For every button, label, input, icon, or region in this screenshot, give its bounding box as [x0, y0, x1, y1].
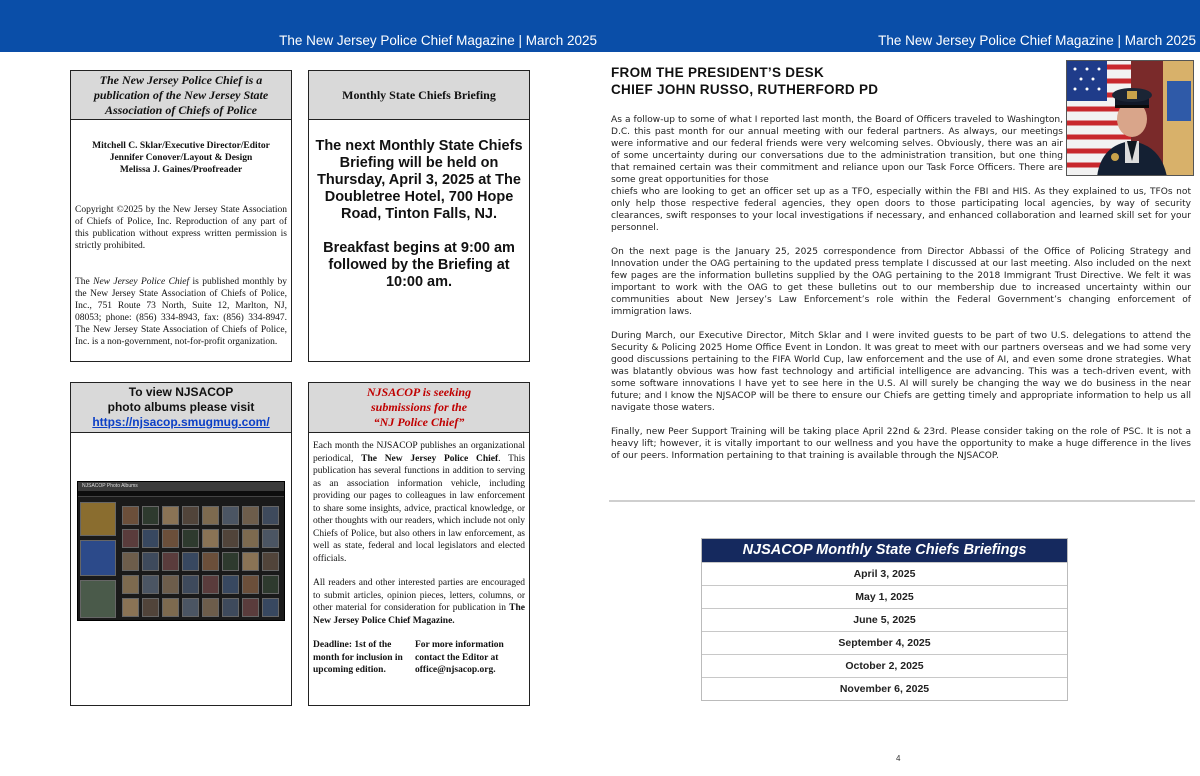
briefing-announcement — [309, 120, 529, 291]
album-thumbnail — [262, 552, 279, 571]
photo-albums-screenshot — [77, 481, 285, 621]
schedule-row: October 2, 2025 — [702, 654, 1067, 677]
header-title-left: The New Jersey Police Chief Magazine | March 2025 — [279, 33, 597, 48]
schedule-row: May 1, 2025 — [702, 585, 1067, 608]
album-thumbnail — [142, 506, 159, 525]
article-body — [611, 114, 1191, 474]
album-thumbnail — [222, 598, 239, 617]
header-title-right: The New Jersey Police Chief Magazine | March 2025 — [878, 33, 1196, 48]
album-thumbnail — [162, 529, 179, 548]
submissions-box — [308, 382, 530, 706]
briefing-location-text: The next Monthly State Chiefs Briefing will be held on Thursday, April 3, 2025 at The Doubletree Hotel, 700 Hope Road, Tinton Falls, NJ. — [315, 138, 523, 222]
album-thumbnail — [222, 552, 239, 571]
album-thumbnail — [162, 575, 179, 594]
album-thumbnail — [262, 575, 279, 594]
briefing-time-text: Breakfast begins at 9:00 am followed by the Briefing at 10:00 am. — [323, 240, 515, 290]
briefing-schedule-table — [701, 538, 1068, 701]
album-thumbnail — [242, 575, 259, 594]
album-thumbnail — [122, 529, 139, 548]
submissions-paragraph-2: All readers and other interested parties are encouraged to submit articles, opinion pieces, letters, columns, or other material for consideration for publication in The New Jersey Police Chief Magazine. — [313, 578, 525, 626]
album-thumbnail — [202, 575, 219, 594]
album-screenshot-title: NJSACOP Photo Albums — [82, 483, 138, 489]
staff-editor: Mitchell C. Sklar/Executive Director/Editor — [92, 141, 270, 151]
publisher-info: The New Jersey Police Chief is published monthly by the New Jersey State Association of Chiefs of Police, Inc., 751 Route 73 North, Suite 12, Marlton, NJ, 08053; phone: (856) 334-8943, fax: (856) 334-8947. The New Jersey State Association of Chiefs of Police, Inc. is a non-government, not-for-profit organization. — [75, 277, 288, 347]
album-thumbnail-grid — [80, 502, 284, 619]
staff-proofreader: Melissa J. Gaines/Proofreader — [119, 165, 243, 175]
album-thumbnail — [142, 575, 159, 594]
staff-layout: Jennifer Conover/Layout & Design — [109, 153, 253, 163]
album-thumbnail — [202, 506, 219, 525]
article-paragraph-3: During March, our Executive Director, Mitch Sklar and I were invited guests to be part of two U.S. delegations to attend the Security & Policing 2025 Home Office Event in London. It was great to meet with our partners overseas and we had some very good discussions pertaining to the FIFA World Cup, law enforcement and the use of AI, and even some drone strategies. What was blatantly obvious was how fast technology and artificial intelligence are advancing. This was a tech-driven event, with some software innovations I have yet to see here in the U.S. AI will surely be changing the way we do business in the near future; and I know the NJSACOP will be there to ensure our Chiefs are getting timely and appropriate information to help us all navigate those waters. — [611, 331, 1191, 413]
album-thumbnail — [162, 598, 179, 617]
album-thumbnail — [182, 506, 199, 525]
album-thumbnail — [222, 575, 239, 594]
album-thumbnail — [182, 575, 199, 594]
album-thumbnail — [142, 552, 159, 571]
article-author: CHIEF JOHN RUSSO, RUTHERFORD PD — [611, 81, 879, 97]
album-thumbnail — [182, 552, 199, 571]
album-thumbnail — [262, 598, 279, 617]
schedule-row: April 3, 2025 — [702, 562, 1067, 585]
article-paragraph-4: Finally, new Peer Support Training will be taking place April 22nd & 23rd. Please consider taking on the role of PSC. It is not a heavy lift; however, it is vitally important to our wellness and you have the opportunity to make a huge difference in the lives of our peers. Information pertaining to that training is available through the NJSACOP. — [611, 427, 1191, 461]
album-thumbnail — [162, 552, 179, 571]
album-thumbnail — [222, 506, 239, 525]
albums-box-heading: To view NJSACOP photo albums please visit https://njsacop.smugmug.com/ — [71, 383, 291, 433]
album-thumbnail — [242, 598, 259, 617]
article-paragraph-1: As a follow-up to some of what I reported last month, the Board of Officers traveled to Washington, D.C. this past month for our annual meeting with our federal partners. As always, our meetings were informative and our federal friends were very welcoming selves. Obviously, there was an air of some uncertainty during our conversations due to the administration transition, but one thing that remained certain was their commitment and reliance upon our Task Force Officers. There are some great opportunities for those chiefs who are looking to get an officer set up as a TFO, especially within the FBI and HIS. As they explained to us, TFOs not only help those respective federal agencies, they open doors to those participating local agencies, by way of security clearances, swift responses to your local investigations if necessary, and enhanced collaboration and learned skill set for your personnel. — [611, 115, 1191, 233]
album-thumbnail — [122, 575, 139, 594]
publication-info-box — [70, 70, 292, 362]
album-thumbnail — [80, 502, 116, 536]
album-thumbnail — [242, 506, 259, 525]
submissions-paragraph-1: Each month the NJSACOP publishes an organizational periodical, The New Jersey Police Chief. This publication has several functions in addition to serving as an association information vehicle, including providing our pages to colleagues in law enforcement to share some insights, advice, practical knowledge, or other thoughts with our readers, which include not only Chiefs of Police, but also others in law enforcement, as well as state, federal and local legislators and elected officials. — [313, 441, 525, 564]
article-heading — [611, 65, 878, 98]
album-thumbnail — [80, 580, 116, 618]
album-thumbnail — [262, 506, 279, 525]
page-number: 4 — [896, 754, 901, 763]
publication-box-heading: The New Jersey Police Chief is a publication of the New Jersey State Association of Chiefs of Police — [71, 71, 291, 120]
album-thumbnail — [242, 529, 259, 548]
album-thumbnail — [162, 506, 179, 525]
album-thumbnail — [142, 529, 159, 548]
section-divider — [609, 500, 1195, 502]
album-thumbnail — [202, 529, 219, 548]
schedule-row: September 4, 2025 — [702, 631, 1067, 654]
album-thumbnail — [182, 598, 199, 617]
deadline-text: Deadline: 1st of the month for inclusion in upcoming edition. — [313, 640, 403, 675]
album-thumbnail — [202, 552, 219, 571]
editor-contact-text: For more information contact the Editor at office@njsacop.org. — [415, 640, 504, 675]
monthly-briefing-box — [308, 70, 530, 362]
schedule-title: NJSACOP Monthly State Chiefs Briefings — [702, 539, 1067, 562]
deadline-info — [309, 639, 529, 677]
album-thumbnail — [262, 529, 279, 548]
album-thumbnail — [80, 540, 116, 576]
staff-list — [71, 140, 291, 176]
album-thumbnail — [242, 552, 259, 571]
album-thumbnail — [122, 552, 139, 571]
album-thumbnail — [202, 598, 219, 617]
album-thumbnail — [122, 506, 139, 525]
magazine-header-bar — [0, 0, 1200, 52]
article-paragraph-2: On the next page is the January 25, 2025 correspondence from Director Abbassi of the Office of Policing Strategy and Innovation under the OAG pertaining to the updated press template I discussed at our last meeting. Also included on the next few pages are the information bulletins supplied by the OAG pertaining to the 2018 Immigrant Trust Directive. We felt it was important to work with the OAG to get these bulletins out to our membership due to increased uncertainty within our communities about New Jersey’s Law Enforcement’s role within the Federal Government’s changing enforcement of immigration laws. — [611, 247, 1191, 317]
briefing-box-heading: Monthly State Chiefs Briefing — [309, 71, 529, 120]
album-thumbnail — [182, 529, 199, 548]
photo-albums-box — [70, 382, 292, 706]
article-title: FROM THE PRESIDENT’S DESK — [611, 65, 825, 80]
album-thumbnail — [122, 598, 139, 617]
schedule-row: June 5, 2025 — [702, 608, 1067, 631]
album-thumbnail — [142, 598, 159, 617]
copyright-notice: Copyright ©2025 by the New Jersey State Association of Chiefs of Police, Inc. Reproduction of any part of this publication without express written permission is strictly prohibited. — [75, 205, 287, 251]
album-thumbnail — [222, 529, 239, 548]
schedule-row: November 6, 2025 — [702, 677, 1067, 700]
smugmug-link[interactable]: https://njsacop.smugmug.com/ — [92, 415, 270, 429]
submissions-box-heading: NJSACOP is seeking submissions for the “NJ Police Chief” — [309, 383, 529, 433]
